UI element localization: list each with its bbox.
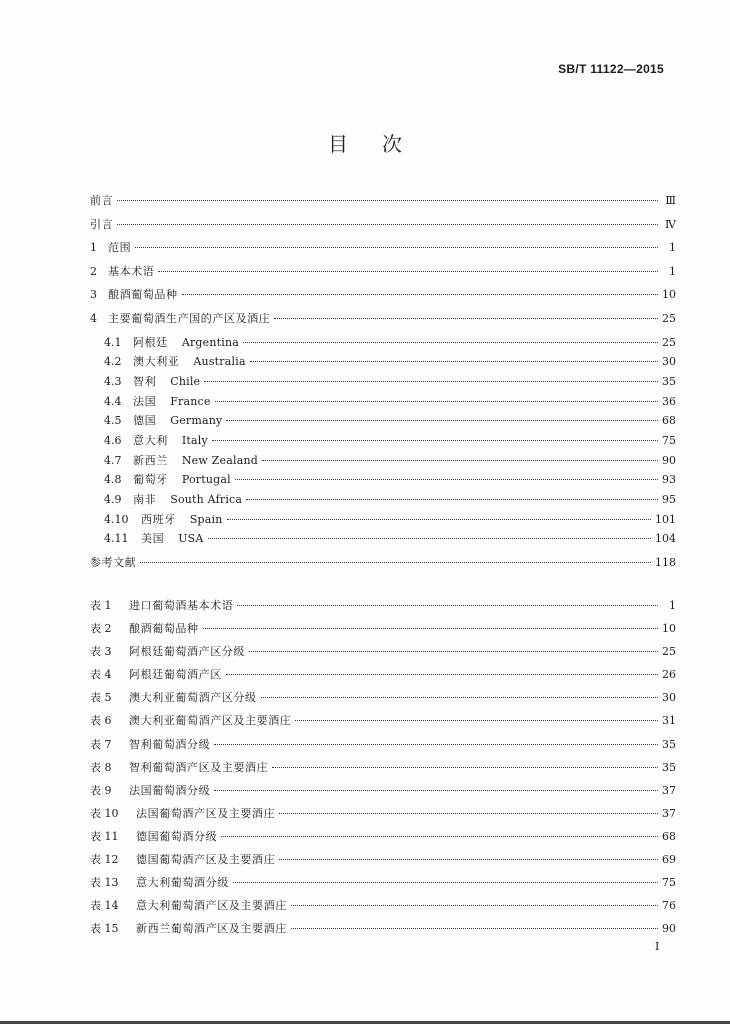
page-number: Ⅰ [655, 940, 660, 953]
dot-leader [227, 519, 651, 520]
table-entry-number: 表 8 [90, 760, 112, 774]
toc-entry-title: 南非 [133, 493, 157, 507]
toc-entry-page: 36 [662, 394, 676, 408]
table-entry[interactable] [90, 620, 676, 643]
table-entry[interactable] [90, 759, 676, 782]
table-entry-title: 德国葡萄酒分级 [136, 829, 218, 843]
toc-entry[interactable] [90, 530, 676, 550]
toc-entry-page: 95 [662, 493, 676, 507]
toc-entry-number: 4.10 [104, 512, 129, 526]
toc-entry-page: 90 [662, 453, 676, 467]
toc-entry-english: South Africa [170, 493, 243, 507]
table-entry-title: 阿根廷葡萄酒产区 [129, 668, 222, 682]
table-entry-page: 37 [662, 806, 676, 820]
toc-entry-title: 主要葡萄酒生产国的产区及酒庄 [108, 311, 271, 325]
toc-entry[interactable] [90, 373, 676, 393]
dot-leader [279, 813, 658, 814]
toc-entry-number: 2 [90, 264, 97, 278]
dot-leader [243, 342, 658, 343]
toc-entry-number: 1 [90, 241, 97, 255]
dot-leader [212, 440, 658, 441]
table-entry-page: 26 [662, 668, 676, 682]
table-entry[interactable] [90, 851, 676, 874]
dot-leader [214, 790, 658, 791]
toc-entry-title: 参考文献 [90, 556, 137, 570]
dot-leader [237, 605, 658, 606]
table-entry-title: 澳大利亚葡萄酒产区分级 [129, 691, 257, 705]
table-entry-number: 表 2 [90, 622, 112, 636]
dot-leader [214, 744, 658, 745]
standard-code: SB/T 11122—2015 [558, 62, 664, 76]
table-entry-page: 35 [662, 737, 676, 751]
table-entry[interactable] [90, 689, 676, 712]
table-entry-number: 表 15 [90, 922, 119, 936]
toc-entry-title: 引言 [90, 217, 114, 231]
table-entry-page: 10 [662, 622, 676, 636]
table-entry-number: 表 5 [90, 691, 112, 705]
table-entry-number: 表 12 [90, 853, 119, 867]
toc-entry-title: 前言 [90, 194, 114, 207]
table-entry-page: 76 [662, 899, 676, 913]
table-entry[interactable] [90, 712, 676, 735]
dot-leader [272, 767, 658, 768]
dot-leader [208, 538, 651, 539]
toc-entry-title: 德国 [133, 414, 157, 428]
toc-entry-title: 智利 [133, 374, 157, 388]
toc-entry-english: Spain [189, 512, 223, 526]
toc-entry-page: Ⅲ [665, 194, 676, 207]
toc-entry-number: 4.3 [104, 374, 122, 388]
toc-entry-number: 4.7 [104, 453, 122, 467]
table-entry[interactable] [90, 782, 676, 805]
table-entry-page: 90 [662, 922, 676, 936]
toc-entry-title: 葡萄牙 [133, 473, 168, 487]
dot-leader [291, 928, 658, 929]
dot-leader [117, 200, 658, 201]
table-entry[interactable] [90, 643, 676, 666]
table-entry-title: 德国葡萄酒产区及主要酒庄 [136, 853, 276, 867]
toc-entry-english: Portugal [181, 473, 231, 487]
toc-entry-number: 4.1 [104, 335, 122, 349]
toc-entry-page: 101 [655, 512, 676, 526]
toc-entry[interactable] [90, 286, 676, 310]
table-entry-number: 表 14 [90, 899, 119, 913]
table-entry-number: 表 7 [90, 737, 112, 751]
dot-leader [291, 905, 658, 906]
toc-entry-english: Germany [170, 414, 223, 428]
contents-list [90, 192, 676, 578]
dot-leader [249, 651, 658, 652]
toc-entry[interactable] [90, 334, 676, 354]
table-entry-title: 智利葡萄酒产区及主要酒庄 [129, 760, 269, 774]
toc-entry-english: New Zealand [181, 453, 258, 467]
toc-entry[interactable] [90, 353, 676, 373]
toc-entry-page: 1 [669, 241, 676, 255]
table-entry-number: 表 4 [90, 668, 112, 682]
toc-entry[interactable] [90, 310, 676, 334]
dot-leader [226, 674, 658, 675]
table-entry-title: 澳大利亚葡萄酒产区及主要酒庄 [129, 714, 292, 728]
table-entry-title: 阿根廷葡萄酒产区分级 [129, 645, 245, 659]
toc-entry-page: 93 [662, 473, 676, 487]
toc-entry-title: 法国 [133, 394, 157, 408]
tables-list [90, 597, 676, 943]
toc-entry-title: 酿酒葡萄品种 [108, 288, 178, 302]
table-entry-number: 表 1 [90, 599, 112, 612]
dot-leader [262, 460, 658, 461]
page-title [0, 128, 730, 157]
table-entry[interactable] [90, 874, 676, 897]
toc-entry-title: 新西兰 [133, 453, 168, 467]
dot-leader [233, 882, 658, 883]
toc-entry-english: USA [178, 532, 204, 546]
table-entry[interactable] [90, 805, 676, 828]
table-entry-page: 68 [662, 829, 676, 843]
toc-entry-number: 4.6 [104, 434, 122, 447]
toc-entry-number: 3 [90, 288, 97, 302]
toc-entry-page: 104 [655, 532, 676, 546]
table-entry-page: 1 [669, 599, 676, 612]
table-entry[interactable] [90, 597, 676, 620]
toc-entry[interactable] [90, 216, 676, 240]
table-entry[interactable] [90, 828, 676, 851]
toc-entry-page: 1 [669, 264, 676, 278]
toc-entry-title: 范围 [108, 241, 132, 255]
table-entry-title: 意大利葡萄酒产区及主要酒庄 [136, 899, 287, 913]
table-entry-number: 表 9 [90, 783, 112, 797]
table-entry-title: 法国葡萄酒分级 [129, 783, 211, 797]
toc-entry-number: 4.5 [104, 414, 122, 428]
toc-entry-page: 25 [662, 335, 676, 349]
toc-entry-title: 阿根廷 [133, 335, 168, 349]
table-entry-number: 表 3 [90, 645, 112, 659]
toc-entry-number: 4.4 [104, 394, 122, 408]
toc-entry-english: Italy [181, 434, 208, 447]
table-entry[interactable] [90, 920, 676, 943]
toc-entry-number: 4.8 [104, 473, 122, 487]
table-entry-title: 智利葡萄酒分级 [129, 737, 211, 751]
table-entry-page: 37 [662, 783, 676, 797]
toc-entry[interactable] [90, 511, 676, 531]
toc-entry-title: 美国 [141, 532, 165, 546]
toc-entry-english: Chile [170, 374, 201, 388]
dot-leader [135, 247, 658, 248]
dot-leader [158, 271, 658, 272]
toc-entry-page: 10 [662, 288, 676, 302]
table-entry-page: 25 [662, 645, 676, 659]
table-entry-number: 表 13 [90, 876, 119, 890]
table-entry-page: 75 [662, 876, 676, 890]
dot-leader [261, 697, 658, 698]
toc-entry-english: Argentina [181, 335, 240, 349]
toc-entry-number: 4.9 [104, 493, 122, 507]
table-entry-title: 法国葡萄酒产区及主要酒庄 [136, 806, 276, 820]
toc-entry-page: 30 [662, 355, 676, 369]
toc-entry-title: 意大利 [133, 434, 168, 447]
table-entry-title: 意大利葡萄酒分级 [136, 876, 229, 890]
toc-entry[interactable] [90, 412, 676, 432]
table-entry-number: 表 6 [90, 714, 112, 728]
toc-entry-title: 澳大利亚 [133, 355, 180, 369]
toc-entry[interactable] [90, 393, 676, 413]
table-entry-title: 酿酒葡萄品种 [129, 622, 199, 636]
toc-entry-page: 35 [662, 374, 676, 388]
toc-entry-number: 4 [90, 311, 97, 325]
toc-entry[interactable] [90, 471, 676, 491]
toc-entry-number: 4.2 [104, 355, 122, 369]
table-entry-page: 30 [662, 691, 676, 705]
dot-leader [140, 562, 651, 563]
dot-leader [215, 401, 658, 402]
toc-entry[interactable] [90, 491, 676, 511]
dot-leader [182, 294, 658, 295]
toc-entry[interactable] [90, 239, 676, 263]
toc-entry[interactable] [90, 192, 676, 216]
table-entry[interactable] [90, 736, 676, 759]
toc-entry-number: 4.11 [104, 532, 129, 546]
toc-entry-english: France [170, 394, 211, 408]
table-entry-title: 进口葡萄酒基本术语 [129, 599, 234, 612]
dot-leader [204, 381, 658, 382]
toc-entry-page: Ⅳ [665, 217, 676, 231]
dot-leader [235, 479, 658, 480]
table-entry-page: 35 [662, 760, 676, 774]
toc-entry[interactable] [90, 452, 676, 472]
toc-entry-page: 75 [662, 434, 676, 447]
toc-entry-page: 118 [655, 556, 676, 570]
toc-entry-title: 基本术语 [108, 264, 155, 278]
toc-entry-title: 西班牙 [141, 512, 176, 526]
dot-leader [221, 836, 658, 837]
table-entry[interactable] [90, 666, 676, 689]
dot-leader [226, 420, 658, 421]
dot-leader [246, 499, 658, 500]
title-char-2: 次 [382, 132, 402, 156]
toc-entry-english: Australia [193, 355, 246, 369]
table-entry-number: 表 11 [90, 829, 119, 843]
table-entry-title: 新西兰葡萄酒产区及主要酒庄 [136, 922, 287, 936]
toc-entry[interactable] [90, 554, 676, 578]
table-entry[interactable] [90, 897, 676, 920]
table-entry-number: 表 10 [90, 806, 119, 820]
toc-entry[interactable] [90, 263, 676, 287]
title-char-1: 目 [328, 132, 348, 156]
dot-leader [250, 361, 658, 362]
dot-leader [274, 318, 658, 319]
table-entry-page: 69 [662, 853, 676, 867]
dot-leader [295, 720, 658, 721]
toc-entry-page: 68 [662, 414, 676, 428]
dot-leader [203, 628, 658, 629]
dot-leader [279, 859, 658, 860]
toc-entry[interactable] [90, 432, 676, 452]
dot-leader [117, 224, 658, 225]
table-entry-page: 31 [662, 714, 676, 728]
toc-entry-page: 25 [662, 311, 676, 325]
